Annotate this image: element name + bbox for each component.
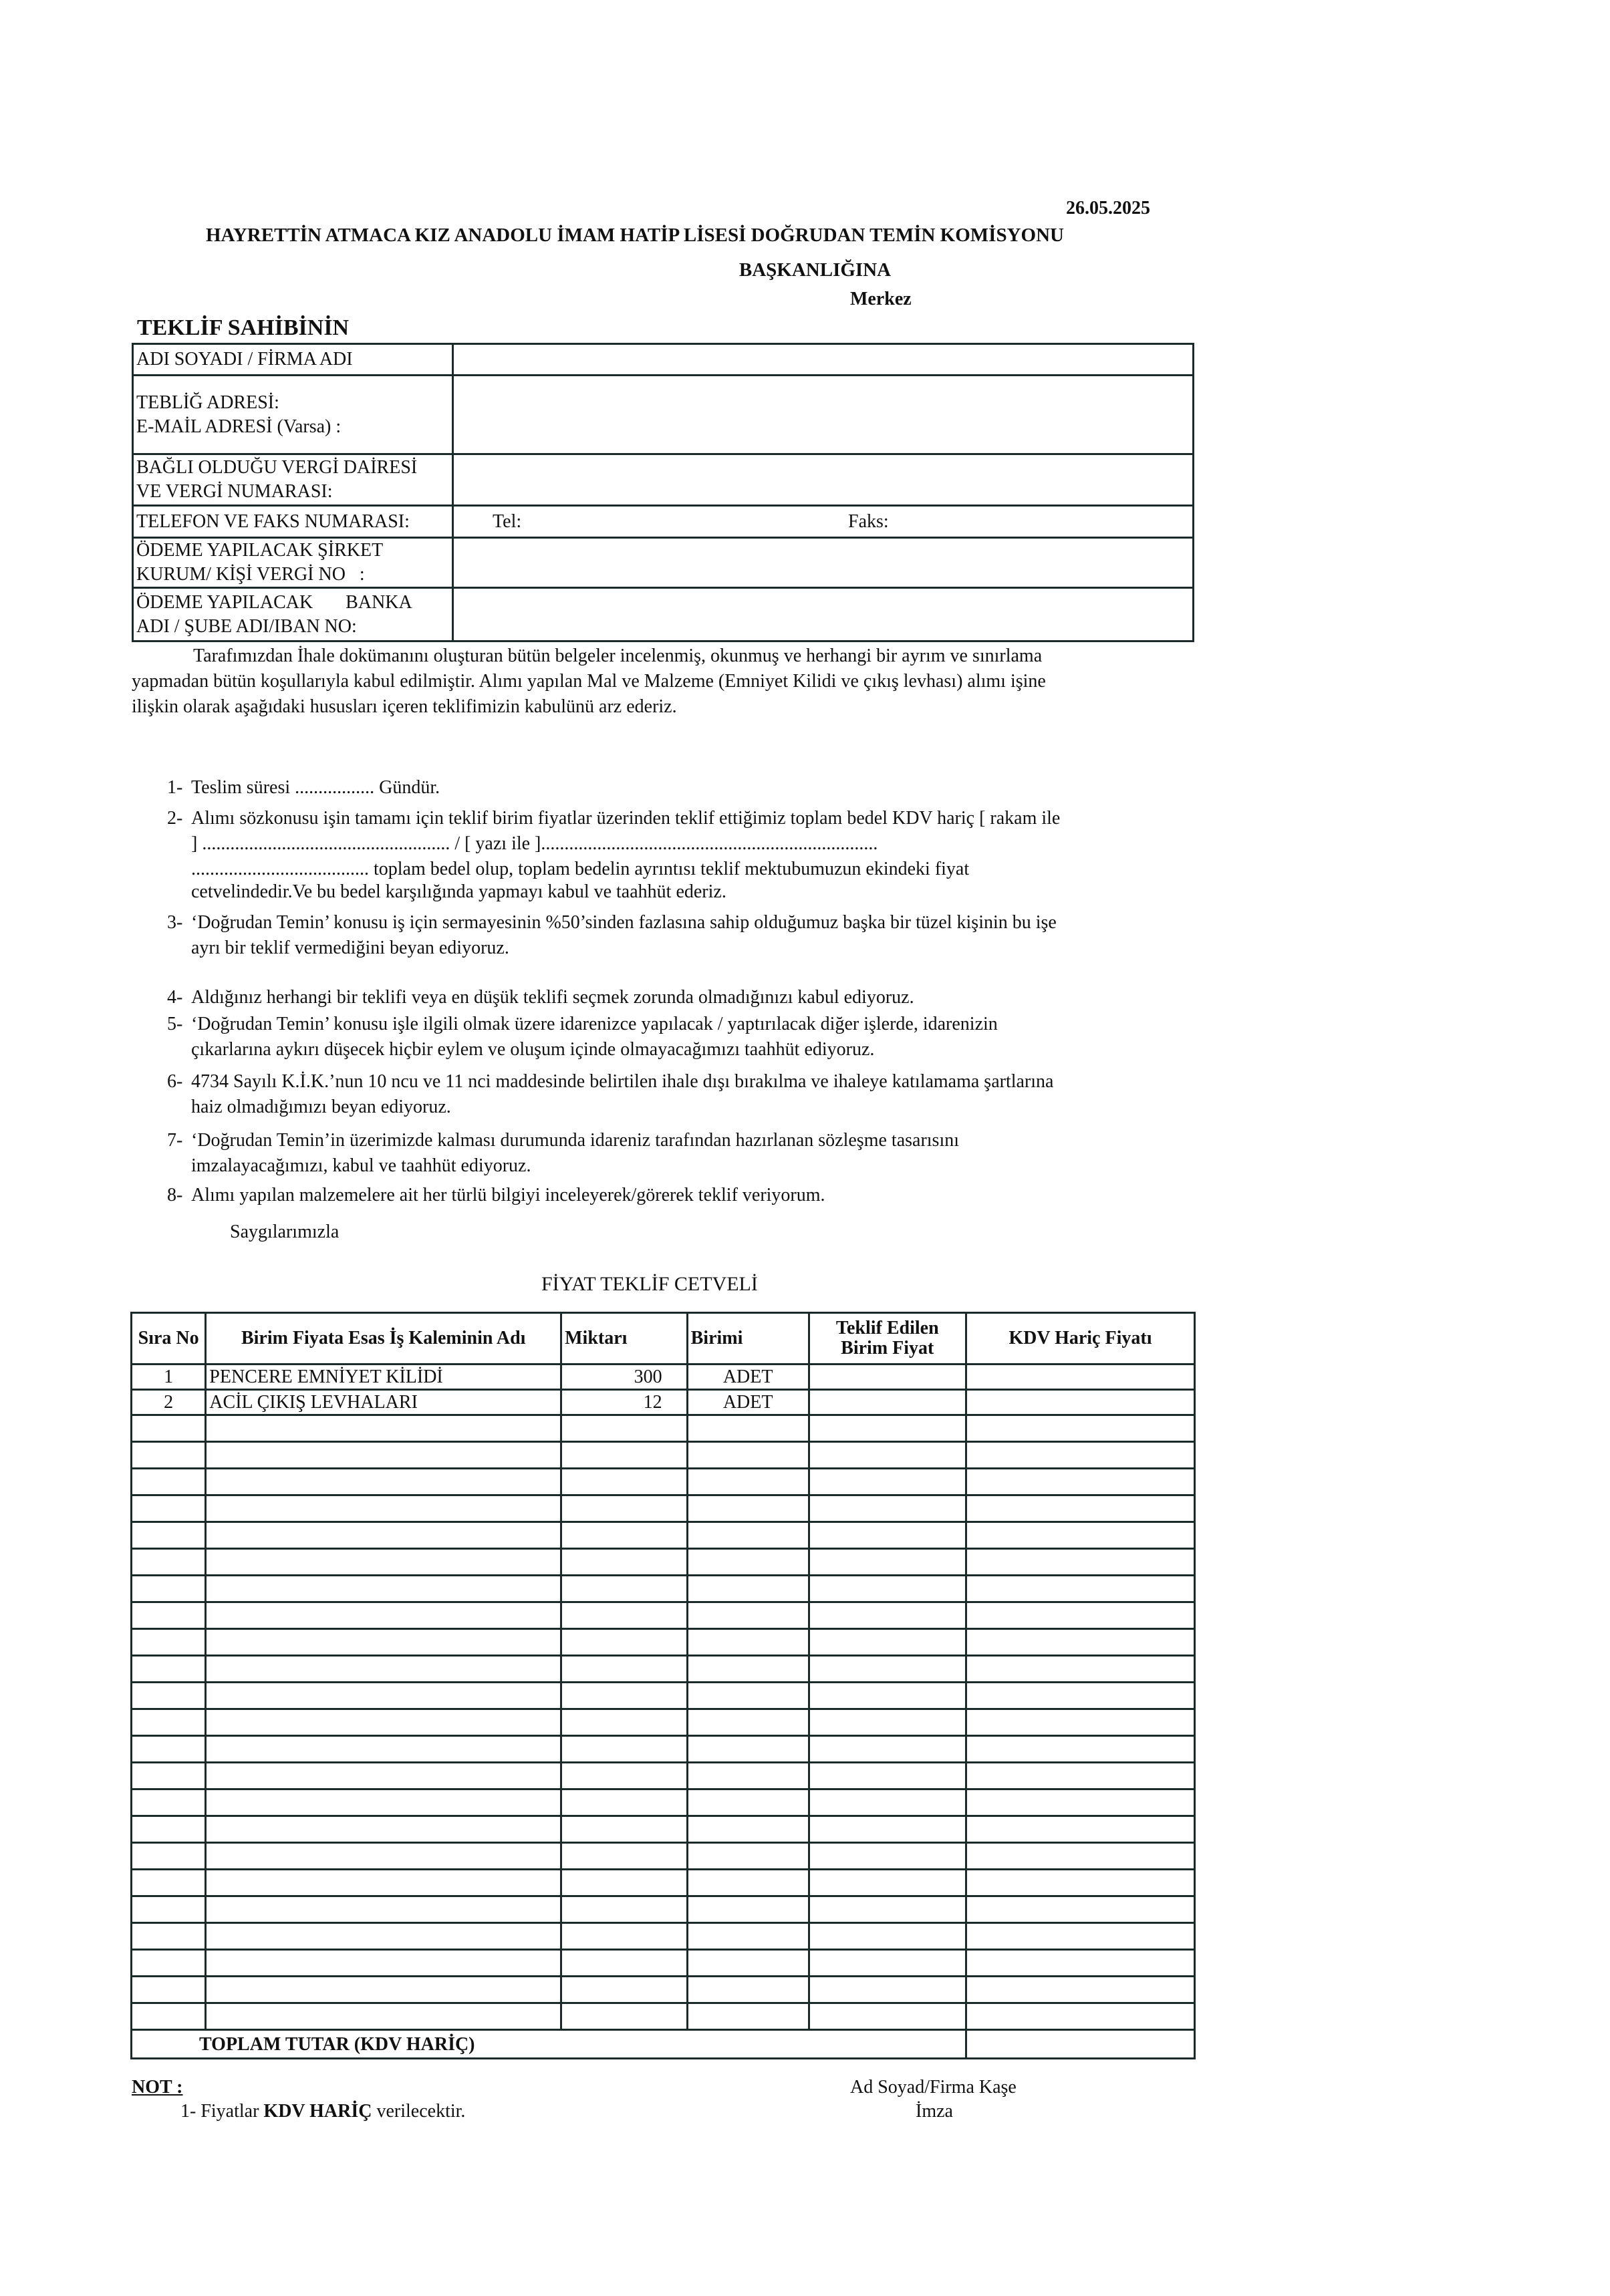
- table-row-empty: [132, 1789, 1195, 1816]
- empty-cell[interactable]: [966, 1923, 1194, 1950]
- empty-cell[interactable]: [809, 1870, 966, 1896]
- empty-cell[interactable]: [687, 1896, 809, 1923]
- empty-cell[interactable]: [561, 1736, 688, 1763]
- empty-cell[interactable]: [561, 1843, 688, 1870]
- table-row-empty: [132, 1442, 1195, 1469]
- empty-cell[interactable]: [966, 1469, 1194, 1495]
- empty-cell[interactable]: [206, 1816, 561, 1843]
- empty-cell[interactable]: [561, 1816, 688, 1843]
- empty-cell[interactable]: [132, 1415, 206, 1442]
- table-row-empty: [132, 1683, 1195, 1709]
- empty-cell[interactable]: [206, 1736, 561, 1763]
- signature-label: İmza: [916, 2101, 953, 2122]
- list-item: 4- Aldığınız herhangi bir teklifi veya en düşük teklifi seçmek zorunda olmadığınızı kabul ediyoruz.: [167, 987, 914, 1008]
- table-row-empty: [132, 1495, 1195, 1522]
- empty-cell[interactable]: [687, 1870, 809, 1896]
- empty-cell[interactable]: [132, 2003, 206, 2030]
- addressee-title: HAYRETTİN ATMACA KIZ ANADOLU İMAM HATİP LİSESİ DOĞRUDAN TEMİN KOMİSYONU: [206, 225, 1064, 246]
- empty-cell[interactable]: [132, 1763, 206, 1789]
- table-row-empty: [132, 1896, 1195, 1923]
- empty-cell[interactable]: [132, 1549, 206, 1576]
- table-row-empty: [132, 1950, 1195, 1977]
- empty-cell[interactable]: [132, 1977, 206, 2003]
- table-row-empty: [132, 1415, 1195, 1442]
- unit-price-input[interactable]: [809, 1390, 966, 1415]
- empty-cell[interactable]: [687, 1683, 809, 1709]
- note-item-1: 1- Fiyatlar KDV HARİÇ verilecektir.: [180, 2101, 466, 2122]
- input-name[interactable]: [453, 344, 1194, 376]
- empty-cell[interactable]: [687, 1629, 809, 1656]
- empty-cell[interactable]: [966, 1495, 1194, 1522]
- total-row: [132, 2030, 1195, 2059]
- empty-cell[interactable]: [206, 1602, 561, 1629]
- empty-cell[interactable]: [561, 1789, 688, 1816]
- empty-cell[interactable]: [966, 1602, 1194, 1629]
- table-row-empty: [132, 1549, 1195, 1576]
- table-row-empty: [132, 1923, 1195, 1950]
- signature-stamp-label: Ad Soyad/Firma Kaşe: [850, 2077, 1017, 2098]
- empty-cell[interactable]: [966, 1977, 1194, 2003]
- document-date: 26.05.2025: [1066, 198, 1150, 219]
- empty-cell[interactable]: [206, 1469, 561, 1495]
- empty-cell[interactable]: [561, 1469, 688, 1495]
- empty-cell[interactable]: [132, 1683, 206, 1709]
- empty-cell[interactable]: [206, 1950, 561, 1977]
- bidder-section-heading: TEKLİF SAHİBİNİN: [137, 315, 350, 340]
- empty-cell[interactable]: [132, 1736, 206, 1763]
- empty-cell[interactable]: [966, 1629, 1194, 1656]
- empty-cell[interactable]: [561, 1683, 688, 1709]
- empty-cell[interactable]: [966, 1950, 1194, 1977]
- empty-cell[interactable]: [132, 1442, 206, 1469]
- price-schedule-title: FİYAT TEKLİF CETVELİ: [541, 1273, 758, 1295]
- empty-cell[interactable]: [132, 1870, 206, 1896]
- empty-cell[interactable]: [206, 1629, 561, 1656]
- empty-cell[interactable]: [206, 1415, 561, 1442]
- empty-cell[interactable]: [561, 1656, 688, 1683]
- input-address[interactable]: [453, 376, 1194, 454]
- empty-cell[interactable]: [132, 1843, 206, 1870]
- empty-cell[interactable]: [132, 1789, 206, 1816]
- empty-cell[interactable]: [809, 1656, 966, 1683]
- empty-cell[interactable]: [966, 1522, 1194, 1549]
- empty-cell[interactable]: [809, 1736, 966, 1763]
- list-item: 1- Teslim süresi ................. Gündür.: [167, 777, 440, 798]
- empty-cell[interactable]: [809, 1415, 966, 1442]
- total-label: TOPLAM TUTAR (KDV HARİÇ): [132, 2030, 966, 2059]
- empty-cell[interactable]: [687, 1522, 809, 1549]
- empty-cell[interactable]: [561, 1709, 688, 1736]
- empty-cell[interactable]: [687, 1843, 809, 1870]
- empty-cell[interactable]: [687, 1950, 809, 1977]
- empty-cell[interactable]: [687, 1923, 809, 1950]
- empty-cell[interactable]: [132, 1469, 206, 1495]
- list-item: 2- Alımı sözkonusu işin tamamı için teklif birim fiyatlar üzerinden teklif ettiğimiz toplam bedel KDV hariç [ rakam ile ] ..................................................... / [ yazı ile ]........................................................................ ...................................... toplam bedel olup, toplam bedelin ayrıntısı teklif mektubumuzun ekindeki fiyat cetvelindedir.Ve bu bedel karşılığında yapmayı kabul ve taahhüt ederiz.: [167, 808, 1061, 902]
- empty-cell[interactable]: [687, 1576, 809, 1602]
- empty-cell[interactable]: [687, 1709, 809, 1736]
- empty-cell[interactable]: [206, 1522, 561, 1549]
- empty-cell[interactable]: [809, 1522, 966, 1549]
- empty-cell[interactable]: [206, 1763, 561, 1789]
- total-price-input[interactable]: [966, 1390, 1194, 1415]
- empty-cell[interactable]: [966, 1896, 1194, 1923]
- col-header-quantity: Miktarı: [561, 1313, 688, 1365]
- empty-cell[interactable]: [687, 1977, 809, 2003]
- empty-cell[interactable]: [687, 1495, 809, 1522]
- empty-cell[interactable]: [561, 1977, 688, 2003]
- empty-cell[interactable]: [132, 1923, 206, 1950]
- empty-cell[interactable]: [687, 1736, 809, 1763]
- empty-cell[interactable]: [809, 2003, 966, 2030]
- col-header-unit: Birimi: [687, 1313, 809, 1365]
- empty-cell[interactable]: [687, 1549, 809, 1576]
- empty-cell[interactable]: [561, 1522, 688, 1549]
- empty-cell[interactable]: [809, 1602, 966, 1629]
- empty-cell[interactable]: [809, 1442, 966, 1469]
- empty-cell[interactable]: [809, 1816, 966, 1843]
- empty-cell[interactable]: [132, 1709, 206, 1736]
- empty-cell[interactable]: [132, 1629, 206, 1656]
- empty-cell[interactable]: [687, 1763, 809, 1789]
- empty-cell[interactable]: [561, 1896, 688, 1923]
- col-header-sira: Sıra No: [132, 1313, 206, 1365]
- empty-cell[interactable]: [561, 1549, 688, 1576]
- table-row-empty: [132, 1602, 1195, 1629]
- label-phone: TELEFON VE FAKS NUMARASI:: [133, 506, 453, 538]
- empty-cell[interactable]: [809, 1495, 966, 1522]
- col-header-total-excl-vat: KDV Hariç Fiyatı: [966, 1313, 1194, 1365]
- empty-cell[interactable]: [132, 1896, 206, 1923]
- empty-cell[interactable]: [687, 1789, 809, 1816]
- label-bank: ÖDEME YAPILACAK BANKA ADI / ŞUBE ADI/IBAN NO:: [133, 588, 453, 641]
- empty-cell[interactable]: [966, 1870, 1194, 1896]
- empty-cell[interactable]: [206, 1923, 561, 1950]
- empty-cell[interactable]: [809, 1629, 966, 1656]
- empty-cell[interactable]: [206, 2003, 561, 2030]
- list-item: 8- Alımı yapılan malzemelere ait her türlü bilgiyi inceleyerek/görerek teklif veriyorum.: [167, 1185, 825, 1205]
- empty-cell[interactable]: [966, 1549, 1194, 1576]
- fax-label: Faks:: [848, 511, 889, 532]
- empty-cell[interactable]: [132, 1950, 206, 1977]
- empty-cell[interactable]: [966, 1576, 1194, 1602]
- table-row-empty: [132, 1736, 1195, 1763]
- bidder-row-payee-tax: [133, 538, 1194, 588]
- empty-cell[interactable]: [687, 1602, 809, 1629]
- empty-cell[interactable]: [206, 1870, 561, 1896]
- empty-cell[interactable]: [206, 1442, 561, 1469]
- table-row-empty: [132, 1469, 1195, 1495]
- table-row-empty: [132, 1977, 1195, 2003]
- table-row-empty: [132, 1576, 1195, 1602]
- tel-label: Tel:: [493, 511, 522, 532]
- empty-cell[interactable]: [687, 1469, 809, 1495]
- empty-cell[interactable]: [966, 2003, 1194, 2030]
- empty-cell[interactable]: [966, 1656, 1194, 1683]
- total-price-input[interactable]: [966, 1365, 1194, 1390]
- empty-cell[interactable]: [809, 1950, 966, 1977]
- empty-cell[interactable]: [206, 1977, 561, 2003]
- table-row: 2 ACİL ÇIKIŞ LEVHALARI 12 ADET: [132, 1390, 1195, 1415]
- empty-cell[interactable]: [132, 1576, 206, 1602]
- empty-cell[interactable]: [687, 1656, 809, 1683]
- label-tax-office: BAĞLI OLDUĞU VERGİ DAİRESİ VE VERGİ NUMARASI:: [133, 454, 453, 506]
- list-item: 5- ‘Doğrudan Temin’ konusu işle ilgili olmak üzere idarenizce yapılacak / yaptırılacak diğer işlerde, idarenizin çıkarlarına aykırı düşecek hiçbir eylem ve oluşum içinde olmayacağımızı taahhüt ediyoruz.: [167, 1014, 998, 1060]
- unit-price-input[interactable]: [809, 1365, 966, 1390]
- empty-cell[interactable]: [206, 1896, 561, 1923]
- empty-cell[interactable]: [809, 1576, 966, 1602]
- empty-cell[interactable]: [809, 1709, 966, 1736]
- empty-cell[interactable]: [206, 1656, 561, 1683]
- table-row-empty: [132, 1763, 1195, 1789]
- empty-cell[interactable]: [132, 1522, 206, 1549]
- empty-cell[interactable]: [206, 1843, 561, 1870]
- input-bank[interactable]: [453, 588, 1194, 641]
- empty-cell[interactable]: [206, 1576, 561, 1602]
- col-header-item-name: Birim Fiyata Esas İş Kaleminin Adı: [206, 1313, 561, 1365]
- empty-cell[interactable]: [687, 1442, 809, 1469]
- empty-cell[interactable]: [809, 1896, 966, 1923]
- empty-cell[interactable]: [966, 1683, 1194, 1709]
- label-payee-tax: ÖDEME YAPILACAK ŞİRKET KURUM/ KİŞİ VERGİ NO :: [133, 538, 453, 588]
- input-tax-office[interactable]: [453, 454, 1194, 506]
- intro-paragraph: Tarafımızdan İhale dokümanını oluşturan bütün belgeler incelenmiş, okunmuş ve herhangi bir ayrım ve sınırlama yapmadan bütün koşullarıyla kabul edilmiştir. Alımı yapılan Mal ve Malzeme (Emniyet Kilidi ve çıkış levhası) alımı işine ilişkin olarak aşağıdaki hususları içeren teklifimizin kabulünü arz ederiz.: [132, 645, 1046, 717]
- empty-cell[interactable]: [966, 1709, 1194, 1736]
- table-row-empty: [132, 1629, 1195, 1656]
- empty-cell[interactable]: [966, 1843, 1194, 1870]
- location-label: Merkez: [850, 289, 912, 309]
- table-row-empty: [132, 1656, 1195, 1683]
- price-schedule-table: [130, 1312, 1196, 2059]
- list-item: 7- ‘Doğrudan Temin’in üzerimizde kalması durumunda idareniz tarafından hazırlanan sözleşme tasarısını imzalayacağımızı, kabul ve taahhüt ediyoruz.: [167, 1130, 959, 1176]
- empty-cell[interactable]: [561, 1629, 688, 1656]
- bidder-row-name: [133, 344, 1194, 376]
- total-value-input[interactable]: [966, 2030, 1194, 2059]
- label-address: TEBLİĞ ADRESİ: E-MAİL ADRESİ (Varsa) :: [133, 376, 453, 454]
- table-row-empty: [132, 1816, 1195, 1843]
- empty-cell[interactable]: [206, 1683, 561, 1709]
- empty-cell[interactable]: [561, 1870, 688, 1896]
- table-row-empty: [132, 1843, 1195, 1870]
- empty-cell[interactable]: [687, 1816, 809, 1843]
- empty-cell[interactable]: [561, 1415, 688, 1442]
- bidder-row-address: [133, 376, 1194, 454]
- empty-cell[interactable]: [561, 1950, 688, 1977]
- table-row-empty: [132, 1870, 1195, 1896]
- empty-cell[interactable]: [561, 1576, 688, 1602]
- empty-cell[interactable]: [687, 2003, 809, 2030]
- table-row-empty: [132, 2003, 1195, 2030]
- input-phone-fax[interactable]: [453, 506, 1194, 538]
- empty-cell[interactable]: [132, 1602, 206, 1629]
- list-item: 6- 4734 Sayılı K.İ.K.’nun 10 ncu ve 11 nci maddesinde belirtilen ihale dışı bırakılma ve ihaleye katılamama şartlarına haiz olmadığımızı beyan ediyoruz.: [167, 1071, 1054, 1117]
- empty-cell[interactable]: [561, 2003, 688, 2030]
- closing-salutation: Saygılarımızla: [230, 1222, 340, 1242]
- bidder-row-phone: [133, 506, 1194, 538]
- empty-cell[interactable]: [132, 1656, 206, 1683]
- empty-cell[interactable]: [206, 1709, 561, 1736]
- table-header-row: [132, 1313, 1195, 1365]
- bidder-row-tax-office: [133, 454, 1194, 506]
- empty-cell[interactable]: [966, 1442, 1194, 1469]
- empty-cell[interactable]: [809, 1843, 966, 1870]
- addressee-subtitle: BAŞKANLIĞINA: [739, 259, 892, 281]
- empty-cell[interactable]: [561, 1495, 688, 1522]
- empty-cell[interactable]: [809, 1469, 966, 1495]
- empty-cell[interactable]: [561, 1442, 688, 1469]
- table-row-empty: [132, 1522, 1195, 1549]
- list-item: 3- ‘Doğrudan Temin’ konusu iş için sermayesinin %50’sinden fazlasına sahip olduğumuz başka bir tüzel kişinin bu işe ayrı bir teklif vermediğini beyan ediyoruz.: [167, 912, 1057, 958]
- empty-cell[interactable]: [206, 1549, 561, 1576]
- empty-cell[interactable]: [561, 1602, 688, 1629]
- empty-cell[interactable]: [206, 1495, 561, 1522]
- empty-cell[interactable]: [966, 1816, 1194, 1843]
- empty-cell[interactable]: [966, 1736, 1194, 1763]
- empty-cell[interactable]: [966, 1763, 1194, 1789]
- note-label: NOT :: [132, 2077, 183, 2098]
- empty-cell[interactable]: [561, 1763, 688, 1789]
- col-header-unit-price: Teklif Edilen Birim Fiyat: [809, 1313, 966, 1365]
- empty-cell[interactable]: [687, 1415, 809, 1442]
- empty-cell[interactable]: [966, 1789, 1194, 1816]
- label-name: ADI SOYADI / FİRMA ADI: [133, 344, 453, 376]
- empty-cell[interactable]: [809, 1549, 966, 1576]
- empty-cell[interactable]: [561, 1923, 688, 1950]
- bidder-info-table: [132, 343, 1194, 642]
- empty-cell[interactable]: [132, 1495, 206, 1522]
- empty-cell[interactable]: [132, 1816, 206, 1843]
- empty-cell[interactable]: [809, 1789, 966, 1816]
- empty-cell[interactable]: [206, 1789, 561, 1816]
- empty-cell[interactable]: [809, 1763, 966, 1789]
- empty-cell[interactable]: [809, 1683, 966, 1709]
- input-payee-tax[interactable]: [453, 538, 1194, 588]
- empty-cell[interactable]: [809, 1923, 966, 1950]
- bidder-row-bank: [133, 588, 1194, 641]
- table-row-empty: [132, 1709, 1195, 1736]
- empty-cell[interactable]: [809, 1977, 966, 2003]
- empty-cell[interactable]: [966, 1415, 1194, 1442]
- table-row: 1 PENCERE EMNİYET KİLİDİ 300 ADET: [132, 1365, 1195, 1390]
